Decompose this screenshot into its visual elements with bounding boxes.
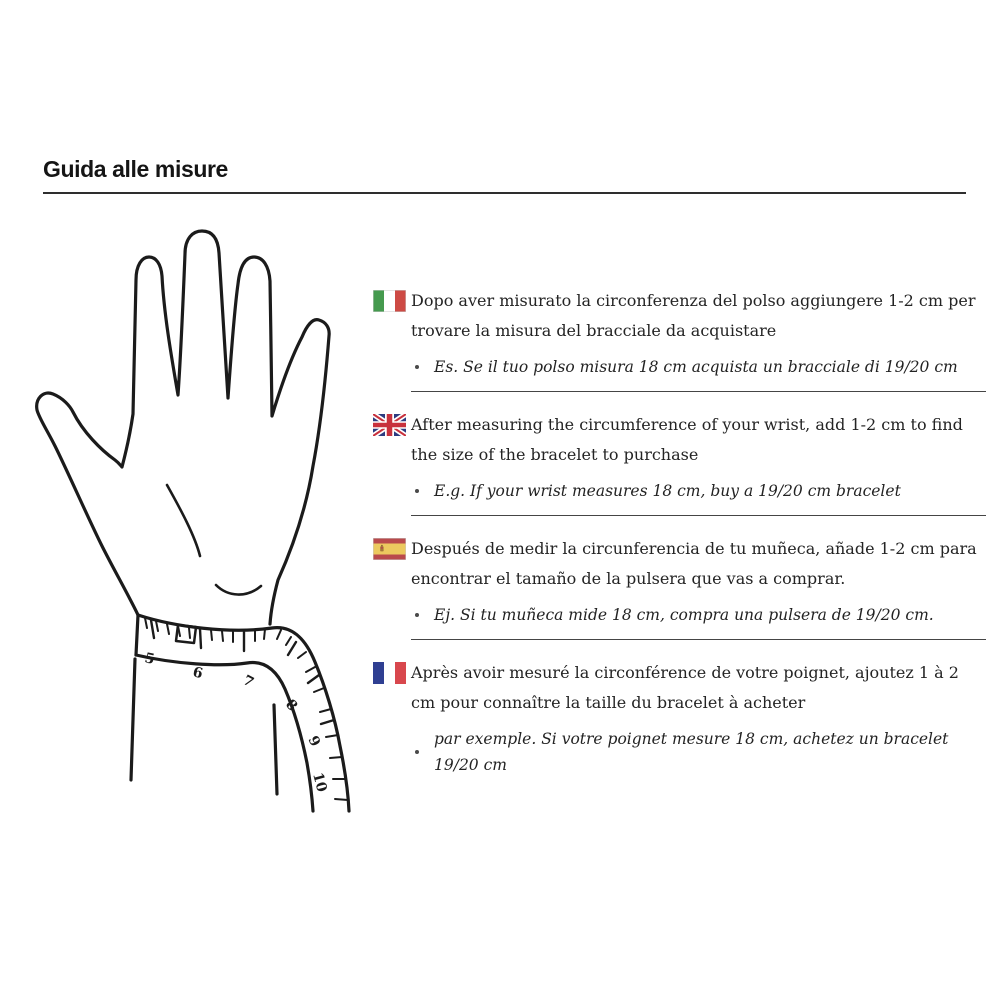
section-english (373, 392, 986, 516)
bullet-icon (415, 489, 419, 493)
spain-flag-icon (373, 538, 406, 560)
instruction-text-french: Après avoir mesuré la circonférence de votre poignet, ajoutez 1 à 2 cm pour connaître la taille du bracelet à acheter (411, 663, 959, 712)
section-french (373, 640, 986, 778)
hand-with-tape-drawing (25, 218, 365, 818)
example-row-italian (415, 354, 986, 380)
palm-crease-line (167, 485, 200, 556)
right-forearm-line (274, 705, 277, 794)
example-row-french (415, 726, 986, 778)
instruction-text-spanish: Después de medir la circunferencia de tu muñeca, añade 1-2 cm para encontrar el tamaño de la pulsera que vas a comprar. (411, 539, 977, 588)
bullet-icon (415, 365, 419, 369)
hand-measuring-tape-illustration (25, 218, 373, 822)
hand-outline (37, 231, 329, 624)
france-flag-icon (373, 662, 406, 684)
tape-number-5: 5 (143, 650, 157, 668)
tape-numbers (143, 650, 330, 794)
page-title: Guida alle misure (43, 156, 228, 182)
section-italian-body (373, 286, 986, 346)
section-spanish-body (373, 534, 986, 594)
example-row-spanish (415, 602, 986, 628)
tape-number-9: 9 (304, 733, 324, 750)
tape-number-7: 7 (240, 672, 257, 692)
example-text-spanish: Ej. Si tu muñeca mide 18 cm, compra una pulsera de 19/20 cm. (434, 606, 934, 624)
instruction-text-english: After measuring the circumference of your wrist, add 1-2 cm to find the size of the bracelet to purchase (411, 415, 963, 464)
content-area (43, 194, 1000, 822)
instruction-text-italian: Dopo aver misurato la circonferenza del polso aggiungere 1-2 cm per trovare la misura del bracciale da acquistare (411, 291, 976, 340)
wrist-crease-line (216, 585, 261, 595)
left-forearm-line (131, 659, 135, 780)
tape-number-8: 8 (282, 696, 301, 715)
language-sections (373, 194, 986, 822)
italy-flag-icon (373, 290, 406, 312)
section-french-body (373, 658, 986, 718)
section-spanish (373, 516, 986, 640)
tape-number-10: 10 (309, 770, 330, 794)
bullet-icon (415, 750, 419, 754)
tape-left-end (136, 615, 138, 655)
uk-flag-icon (373, 414, 406, 436)
example-text-italian: Es. Se il tuo polso misura 18 cm acquista un bracciale di 19/20 cm (434, 358, 958, 376)
section-italian (373, 286, 986, 392)
tape-bottom-edge (136, 655, 313, 811)
bullet-icon (415, 613, 419, 617)
section-english-body (373, 410, 986, 470)
example-text-english: E.g. If your wrist measures 18 cm, buy a 19/20 cm bracelet (434, 482, 901, 500)
example-text-french: par exemple. Si votre poignet mesure 18 cm, achetez un bracelet 19/20 cm (434, 730, 949, 774)
example-row-english (415, 478, 986, 504)
tape-number-6: 6 (191, 664, 205, 683)
